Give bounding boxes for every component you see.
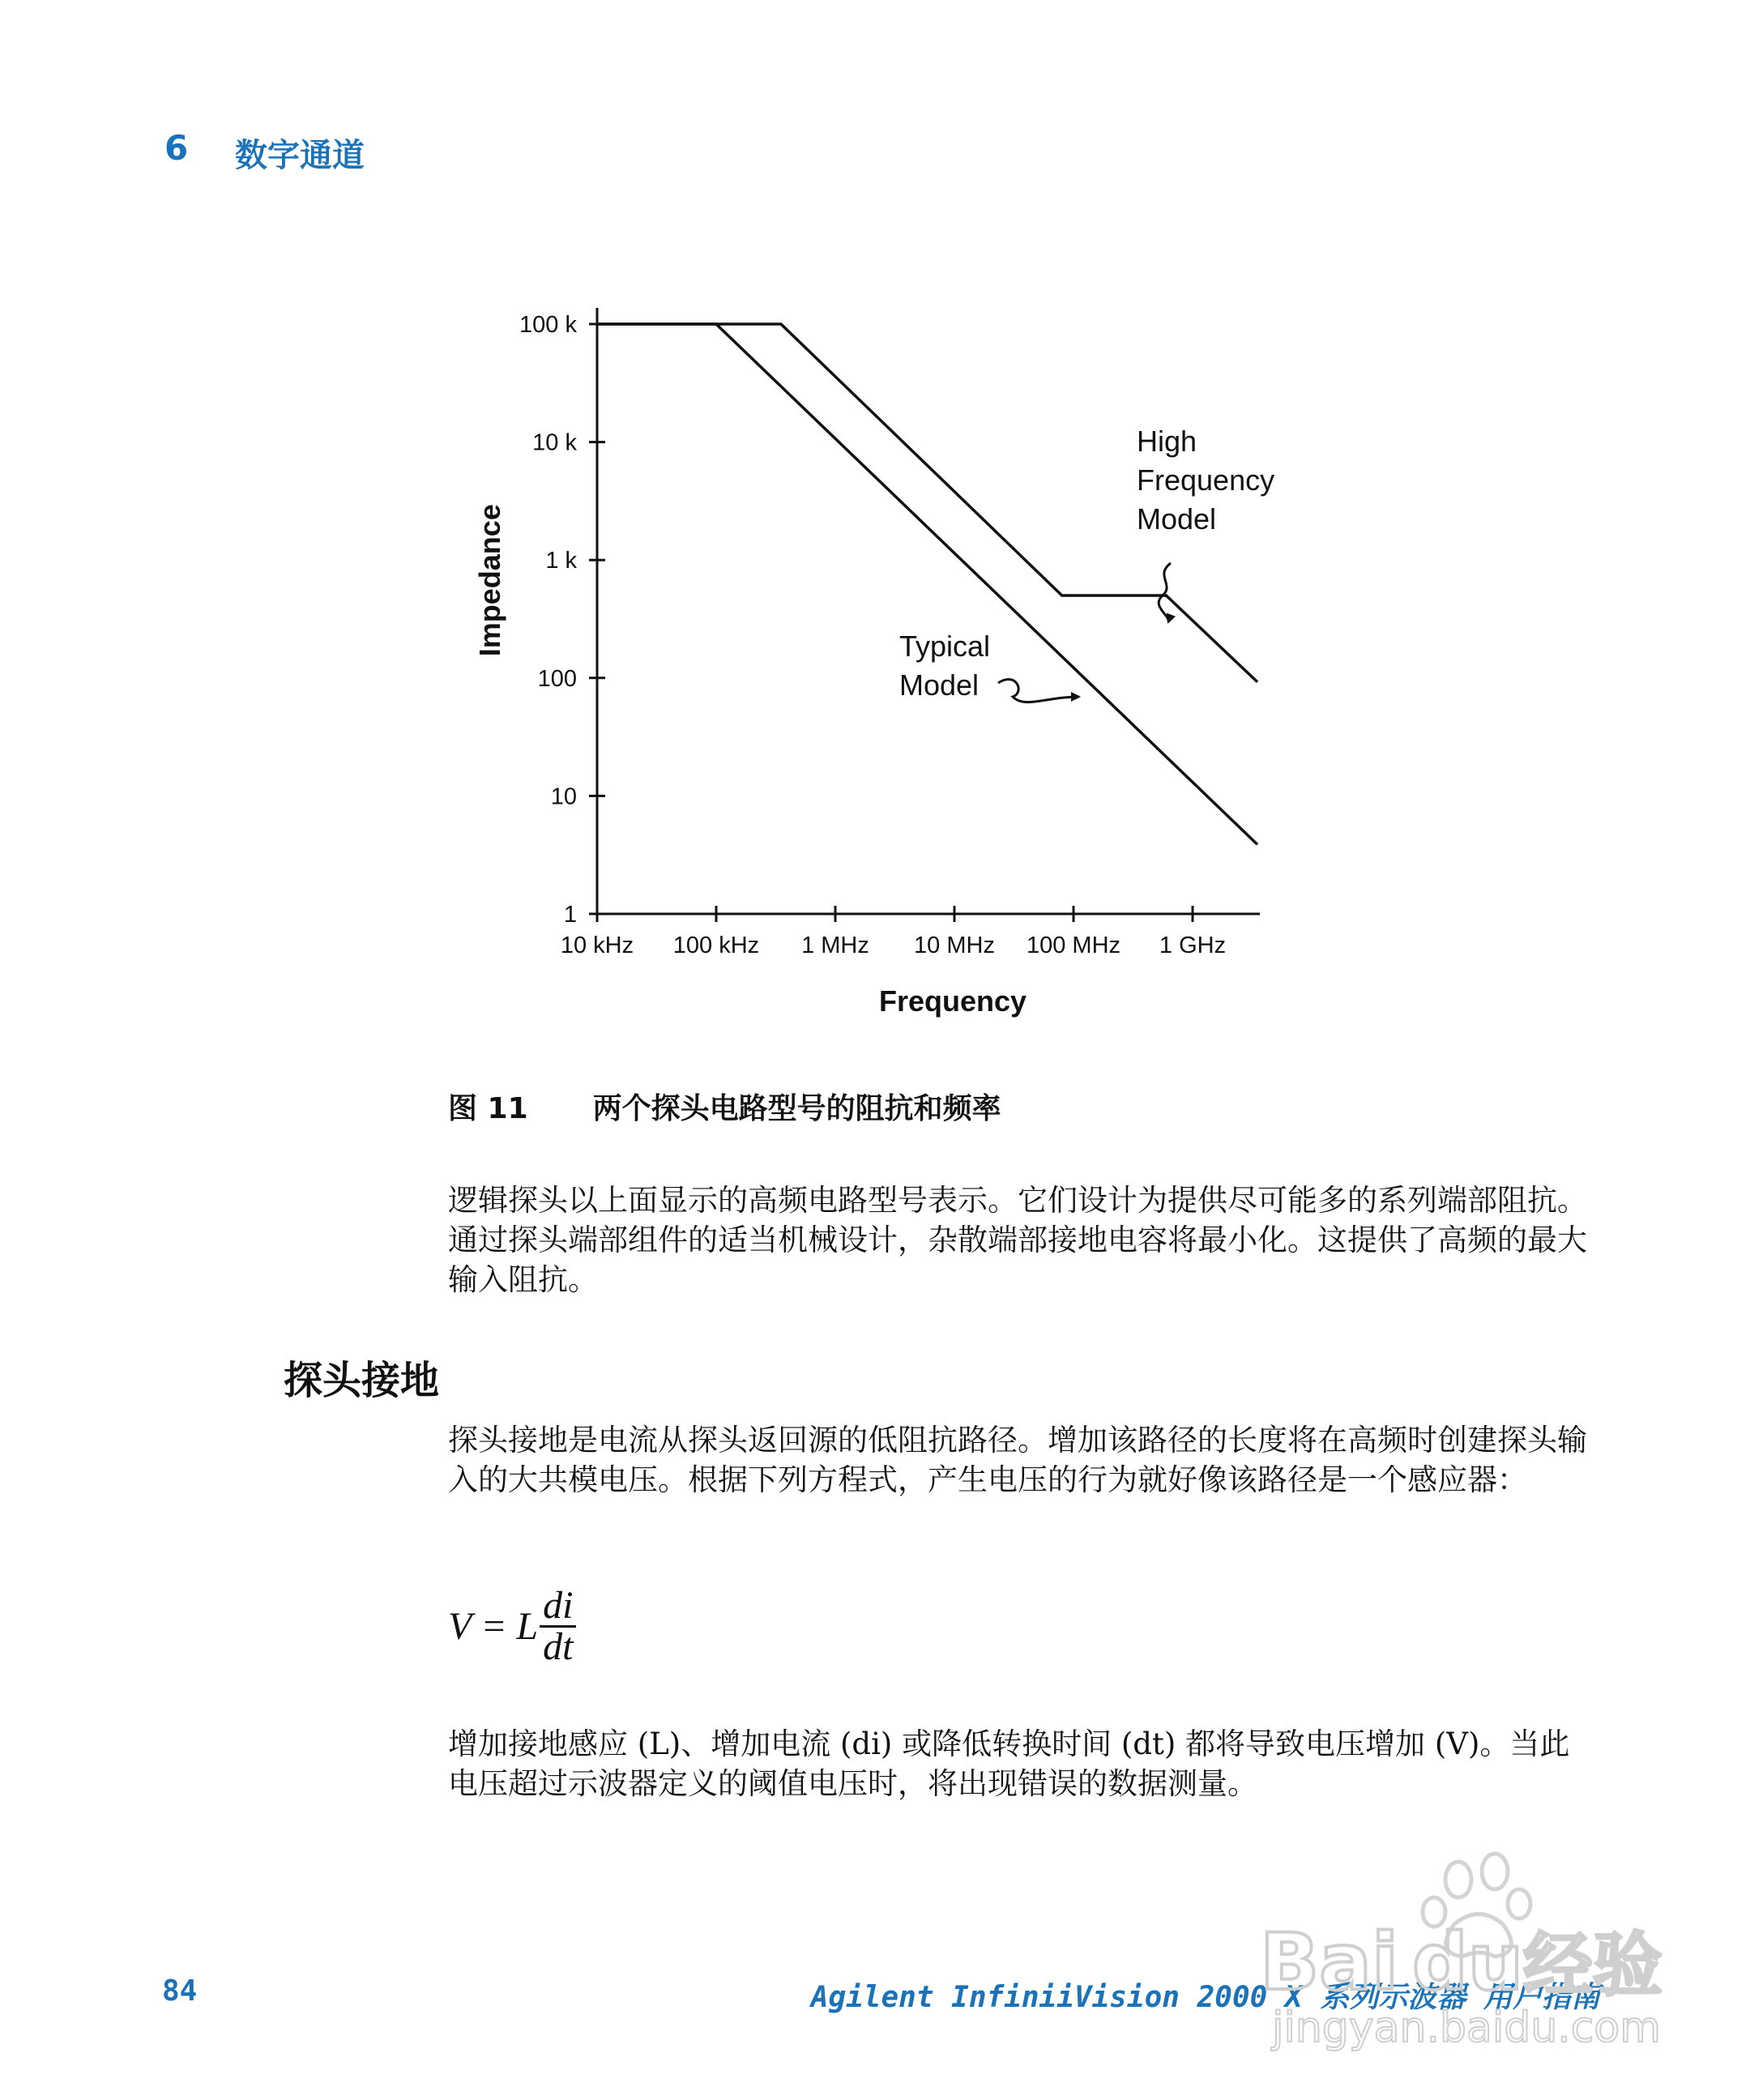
inductance-equation	[448, 1586, 576, 1667]
equation-numerator: di	[540, 1586, 576, 1628]
typical-model-arrow-icon	[998, 680, 1079, 702]
typical-model-label: Typical	[899, 630, 991, 663]
x-axis-title: Frequency	[878, 984, 1027, 1018]
watermark-url: jingyan.baidu.com	[1272, 2004, 1661, 2052]
x-tick-label: 100 MHz	[1026, 933, 1121, 958]
equation-equals: =	[483, 1605, 506, 1648]
high-frequency-model-arrow-icon	[1159, 563, 1171, 622]
y-tick-label: 10 k	[532, 429, 577, 456]
y-axis-title: Impedance	[473, 504, 506, 657]
y-tick-label: 100 k	[519, 312, 577, 338]
typical-model-label: Model	[899, 668, 980, 702]
section-heading-probe-ground: 探头接地	[284, 1358, 440, 1403]
x-tick-label: 10 MHz	[914, 933, 995, 958]
figure-label: 图 11	[448, 1092, 528, 1125]
page-number: 84	[162, 1974, 198, 2008]
watermark-brand-c: 经验	[1523, 1925, 1662, 2006]
y-tick-label: 1 k	[545, 548, 577, 574]
equation-lhs: V	[448, 1605, 472, 1648]
y-tick-label: 10	[550, 783, 577, 810]
equation-denominator: dt	[543, 1625, 574, 1668]
watermark-brand-b: du	[1412, 1917, 1524, 2008]
x-tick-label: 100 kHz	[672, 933, 760, 958]
equation-coefficient: L	[516, 1605, 539, 1648]
paragraph-probe-model: 逻辑探头以上面显示的高频电路型号表示。它们设计为提供尽可能多的系列端部阻抗。通过探头端部组件的适当机械设计，杂散端部接地电容将最小化。这提供了高频的最大输入阻抗。	[448, 1183, 1587, 1297]
paragraph-probe-ground: 探头接地是电流从探头返回源的低阻抗路径。增加该路径的长度将在高频时创建探头输入的大共模电压。根据下列方程式，产生电压的行为就好像该路径是一个感应器：	[448, 1423, 1587, 1497]
watermark-brand-a: Bai	[1260, 1917, 1398, 2008]
equation-fraction	[540, 1586, 576, 1667]
chapter-title: 数字通道	[235, 137, 365, 174]
y-tick-label: 100	[537, 665, 577, 692]
high-frequency-model-label: Frequency	[1137, 463, 1275, 497]
document-title: Agilent InfiniiVision 2000 X 系列示波器 用户指南	[810, 1981, 1600, 2014]
x-tick-label: 10 kHz	[560, 933, 634, 958]
figure-caption	[448, 1086, 1001, 1127]
chapter-number: 6	[164, 128, 189, 168]
high-frequency-model-label: Model	[1137, 502, 1217, 536]
x-tick-label: 1 GHz	[1159, 933, 1227, 958]
paragraph-voltage-effect: 增加接地感应 (L)、增加电流 (di) 或降低转换时间 (dt) 都将导致电压增加 (V)。当此电压超过示波器定义的阈值电压时，将出现错误的数据测量。	[448, 1727, 1570, 1801]
impedance-frequency-chart	[421, 284, 1329, 1045]
y-tick-label: 1	[563, 902, 577, 928]
baidu-watermark	[1252, 1847, 1665, 2058]
high-frequency-model-label: High	[1137, 425, 1197, 458]
figure-title: 两个探头电路型号的阻抗和频率	[592, 1092, 1001, 1125]
x-tick-label: 1 MHz	[801, 933, 869, 958]
typical-model-line	[597, 324, 1257, 844]
